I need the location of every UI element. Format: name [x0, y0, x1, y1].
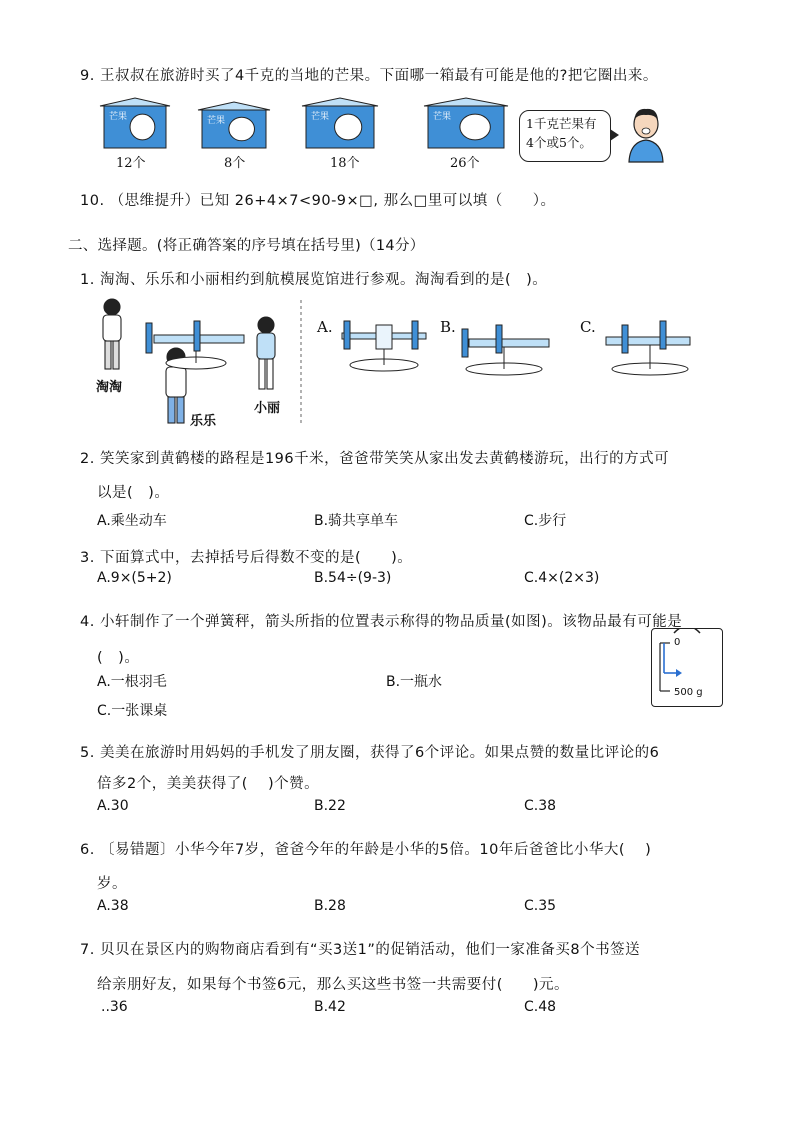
spring-scale	[651, 628, 723, 707]
station-model-scene	[146, 321, 244, 369]
scale-max-label: 500 g	[674, 687, 703, 698]
label-lele: 乐乐	[190, 414, 217, 429]
c6-option-a: A.38	[97, 898, 129, 914]
boy-avatar-icon	[624, 104, 668, 164]
c7-line-1: 7. 贝贝在景区内的购物商店看到有“买3送1”的促销活动，他们一家准备买8个书签送	[80, 942, 641, 958]
c4-option-b: B.一瓶水	[386, 674, 443, 690]
c2-option-a: A.乘坐动车	[97, 513, 167, 529]
c2-option-c: C.步行	[524, 513, 567, 529]
c5-option-c: C.38	[524, 798, 557, 814]
c2-line-1: 2. 笑笑家到黄鹤楼的路程是196千米，爸爸带笑笑从家出发去黄鹤楼游玩，出行的方式可	[80, 451, 670, 467]
c2-line-2: 以是( )。	[97, 485, 170, 501]
c7-option-c: C.48	[524, 999, 557, 1015]
c6-option-b: B.28	[314, 898, 346, 914]
c7-option-b: B.42	[314, 999, 346, 1015]
c4-option-c: C.一张课桌	[97, 703, 168, 719]
c5-line-1: 5. 美美在旅游时用妈妈的手机发了朋友圈，获得了6个评论。如果点赞的数量比评论的6	[80, 745, 660, 761]
c6-line-2: 岁。	[97, 876, 127, 892]
box-count-3: 18个	[330, 156, 360, 171]
c4-line-2: ( )。	[97, 650, 140, 666]
option-b-model	[462, 325, 549, 375]
c5-line-2: 倍多2个，美美获得了( )个赞。	[97, 776, 320, 792]
c3-option-b: B.54÷(9-3)	[314, 570, 392, 586]
mango-box-1	[100, 98, 170, 148]
q9-text: 9. 王叔叔在旅游时买了4千克的当地的芒果。下面哪一箱最有可能是他的?把它圈出来。	[80, 68, 658, 84]
box-label: 芒果	[207, 116, 226, 126]
c4-option-a: A.一根羽毛	[97, 674, 167, 690]
speech-bubble	[519, 110, 611, 162]
c7-line-2: 给亲朋好友，如果每个书签6元，那么买这些书签一共需要付( )元。	[97, 977, 570, 993]
arrow-pointer-icon	[676, 669, 682, 677]
box-label: 芒果	[433, 112, 452, 122]
bubble-line-1: 1千克芒果有	[526, 116, 597, 131]
box-count-4: 26个	[450, 156, 480, 171]
mango-boxes-illustration	[98, 92, 518, 152]
box-count-1: 12个	[116, 156, 146, 171]
c4-line-1: 4. 小轩制作了一个弹簧秤，箭头所指的位置表示称得的物品质量(如图)。该物品最有可能是	[80, 614, 683, 630]
c3-text: 3. 下面算式中，去掉括号后得数不变的是( )。	[80, 550, 413, 566]
option-a-label: A.	[317, 318, 333, 336]
xiaoli-figure	[257, 317, 275, 389]
c3-option-c: C.4×(2×3)	[524, 570, 600, 586]
label-taotao: 淘淘	[96, 380, 123, 395]
section-title: 二、选择题。(将正确答案的序号填在括号里)（14分）	[68, 238, 425, 254]
c6-line-1: 6. 〔易错题〕小华今年7岁，爸爸今年的年龄是小华的5倍。10年后爸爸比小华大( )	[80, 842, 652, 858]
c2-option-b: B.骑共享单车	[314, 513, 399, 529]
box-count-2: 8个	[224, 156, 246, 171]
c1-illustration	[94, 295, 704, 430]
c6-option-c: C.35	[524, 898, 557, 914]
bubble-line-2: 4个或5个。	[526, 135, 592, 150]
c7-option-a: ..36	[101, 999, 128, 1015]
mango-box-2	[198, 102, 270, 148]
c5-option-a: A.30	[97, 798, 129, 814]
taotao-figure	[103, 299, 121, 369]
c5-option-b: B.22	[314, 798, 346, 814]
label-xiaoli: 小丽	[254, 401, 281, 416]
scale-zero-label: 0	[674, 637, 681, 648]
option-b-label: B.	[440, 318, 456, 336]
c1-text: 1. 淘淘、乐乐和小丽相约到航模展览馆进行参观。淘淘看到的是( )。	[80, 272, 548, 288]
option-a-model	[342, 321, 426, 371]
c3-option-a: A.9×(5+2)	[97, 570, 172, 586]
q10-text: 10. （思维提升）已知 26+4×7<90-9×□, 那么□里可以填（ ）。	[80, 193, 556, 209]
option-c-label: C.	[580, 318, 596, 336]
box-label: 芒果	[109, 112, 128, 122]
mango-box-3	[302, 98, 378, 148]
box-label: 芒果	[311, 112, 330, 122]
option-c-model	[606, 321, 690, 375]
mango-box-4	[424, 98, 508, 148]
